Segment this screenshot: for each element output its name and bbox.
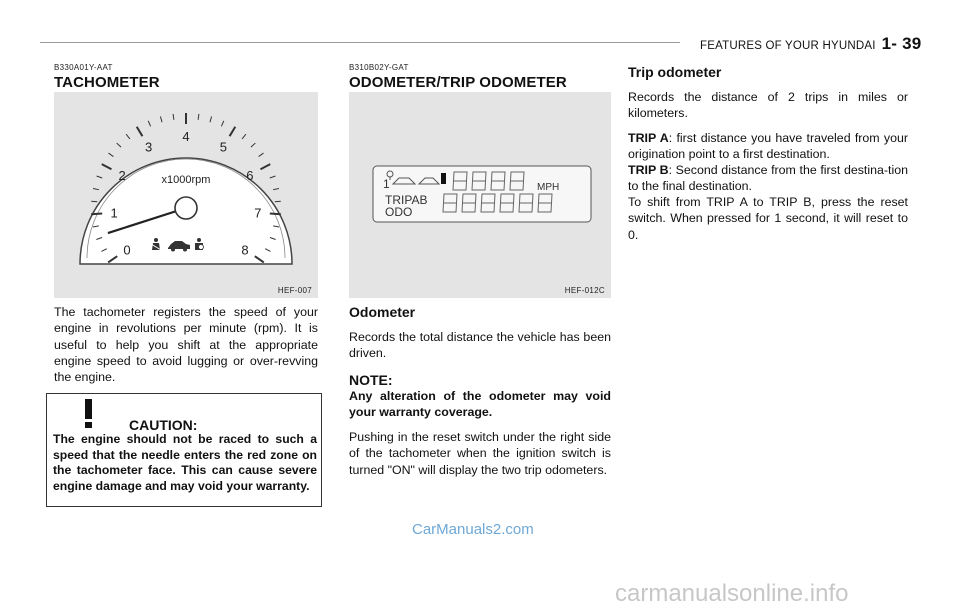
gauge-tick	[126, 134, 130, 139]
trip-intro: Records the distance of 2 trips in miles or kilometers.	[628, 90, 908, 121]
lcd-unit: MPH	[537, 182, 560, 193]
odometer-title: ODOMETER/TRIP ODOMETER	[349, 74, 567, 91]
tachometer-code: B330A01Y-AAT	[54, 63, 113, 72]
tachometer-title: TACHOMETER	[54, 74, 160, 91]
odometer-display	[349, 92, 611, 298]
gauge-unit-label: x1000rpm	[161, 174, 211, 186]
caution-text: The engine should not be raced to such a speed that the needle enters the red zone on the tachometer face. This can cause severe engine damage and may void your warranty.	[53, 432, 317, 493]
gauge-number: 0	[123, 242, 131, 258]
caution-title: CAUTION:	[129, 417, 198, 433]
warning-exclamation-icon	[69, 397, 109, 429]
odometer-figure	[349, 92, 611, 298]
gauge-tick	[270, 176, 276, 178]
gauge-number: 4	[182, 129, 190, 144]
note-text: Pushing in the reset switch under the right side of the tachometer when the ignition switch is turned "ON" will display the two trip odometers.	[349, 430, 611, 477]
gauge-number: 7	[254, 205, 262, 221]
page-header	[700, 34, 921, 54]
trip-b-text: : Second distance from the first destina-tion to the final destination.	[628, 163, 908, 194]
gauge-number: 3	[145, 139, 153, 155]
gauge-tick	[148, 121, 150, 127]
gauge-tick	[230, 127, 236, 136]
trip-a-text: : first distance you have traveled from your origination point to a first destination.	[628, 131, 908, 162]
lcd-digit-one: 1	[383, 177, 390, 191]
gauge-tick	[251, 143, 255, 147]
header-rule	[40, 42, 680, 43]
gauge-tick	[117, 143, 121, 147]
note-title: NOTE:	[349, 372, 393, 388]
gauge-tick	[160, 117, 162, 123]
gauge-tick	[261, 164, 271, 169]
odometer-subtitle: Odometer	[349, 304, 416, 320]
odometer-code: B310B02Y-GAT	[349, 63, 409, 72]
gauge-tick	[242, 134, 246, 139]
gauge-tick	[91, 213, 102, 214]
odometer-body: Records the total distance the vehicle has been driven.	[349, 330, 611, 361]
header-title: FEATURES OF YOUR HYUNDAI	[700, 40, 876, 52]
lcd-odo-label: ODO	[385, 205, 413, 219]
gauge-number: 5	[219, 139, 227, 155]
gauge-tick	[137, 127, 143, 136]
gauge-hub	[175, 197, 197, 219]
trip-title: Trip odometer	[628, 64, 722, 80]
gauge-number: 1	[110, 205, 118, 221]
gauge-tick	[108, 153, 113, 156]
gauge-number: 2	[118, 167, 126, 183]
odometer-figure-code: HEF-012C	[564, 286, 605, 295]
page-number: 1- 39	[881, 34, 922, 53]
gauge-number: 8	[241, 242, 249, 258]
gauge-number: 6	[246, 167, 254, 183]
footer-watermark: carmanualsonline.info	[615, 580, 849, 607]
gauge-tick	[210, 117, 212, 123]
gauge-tick	[173, 114, 174, 120]
gauge-tick	[93, 188, 99, 189]
trip-b-label: TRIP B	[628, 163, 669, 177]
note-bold-text: Any alteration of the odometer may void your warranty coverage.	[349, 389, 611, 420]
trip-a-paragraph	[628, 130, 908, 163]
tachometer-figure-code: HEF-007	[277, 286, 312, 295]
trip-a-label: TRIP A	[628, 131, 669, 145]
lcd-trip-label: TRIPAB	[385, 193, 428, 207]
fuel-icon	[441, 173, 446, 184]
trip-b-paragraph	[628, 162, 908, 195]
caution-box	[46, 393, 322, 507]
tachometer-gauge	[54, 92, 318, 298]
site-watermark[interactable]: CarManuals2.com	[412, 521, 534, 538]
gauge-tick	[198, 114, 199, 120]
gauge-tick	[259, 153, 264, 156]
gauge-tick	[102, 164, 112, 169]
gauge-tick	[97, 176, 103, 178]
trip-reset-text: To shift from TRIP A to TRIP B, press the reset switch. When pressed for 1 second, it will reset to 0.	[628, 195, 908, 242]
gauge-tick	[221, 121, 223, 127]
tachometer-figure	[54, 92, 318, 298]
tachometer-body: The tachometer registers the speed of your engine in revolutions per minute (rpm). It is useful to help you shift at the appropriate engine speed to avoid lugging or over-revving the engine.	[54, 305, 318, 385]
gauge-tick	[273, 188, 279, 189]
gauge-tick	[270, 213, 281, 214]
